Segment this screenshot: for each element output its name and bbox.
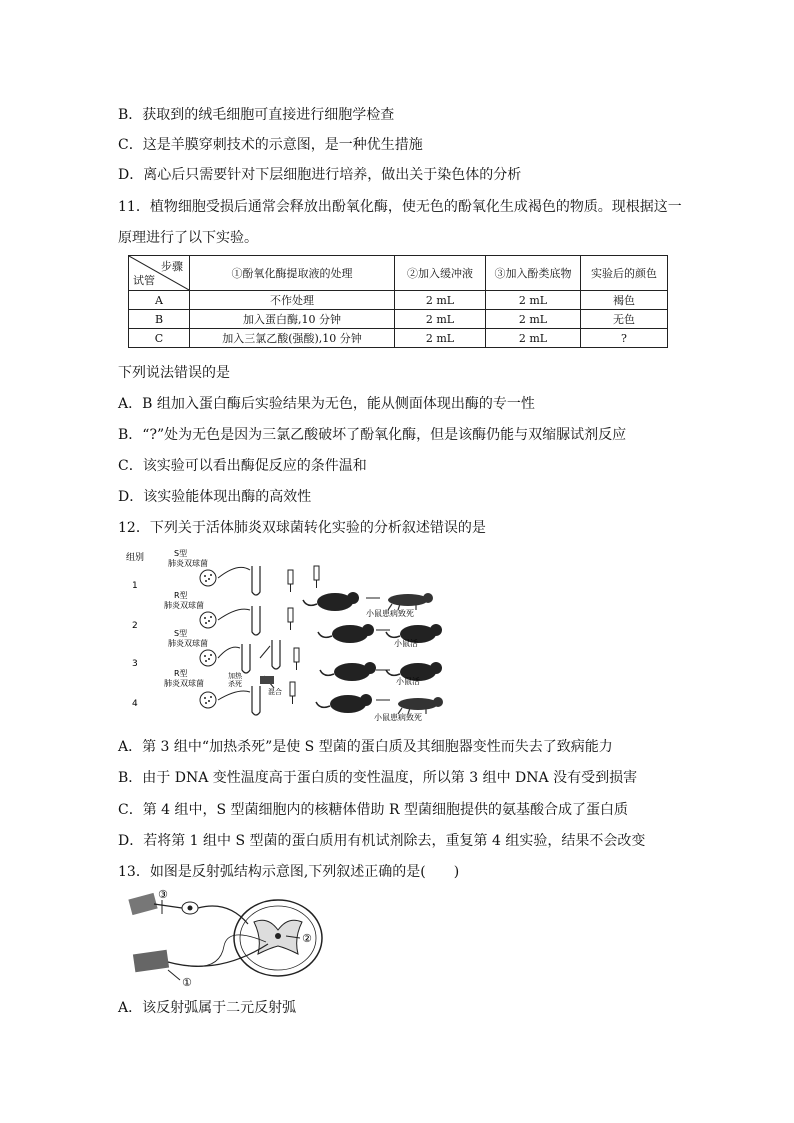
- heat-kill-label: 加热: [228, 672, 242, 680]
- label-1: ①: [182, 976, 192, 989]
- q11-prompt: 下列说法错误的是: [118, 365, 230, 381]
- table-corner-cell: [129, 256, 190, 291]
- corner-tube-label: 试管: [133, 274, 155, 287]
- s-type-label: S型: [174, 549, 188, 558]
- culture-dish-icon: [200, 692, 216, 708]
- q10-option-c: C．这是羊膜穿刺技术的示意图，是一种优生措施: [118, 137, 423, 153]
- group-header: 组别: [126, 553, 145, 563]
- table-row: [129, 310, 668, 329]
- bacteria-label: 肺炎双球菌: [164, 679, 204, 688]
- q11-stem-line1: 11．植物细胞受损后通常会释放出酚氧化酶，使无色的酚氧化生成褐色的物质。现根据这一: [118, 199, 682, 215]
- corner-step-label: 步骤: [161, 260, 183, 273]
- syringe-icon: [288, 608, 293, 630]
- table-cell: 无色: [581, 310, 668, 329]
- group-number: 4: [132, 699, 138, 709]
- header-enzyme-treatment: ①酚氧化酶提取液的处理: [190, 256, 395, 291]
- syringe-icon: [294, 648, 299, 670]
- table-cell: A: [129, 291, 190, 310]
- mouse-icon: [316, 694, 372, 713]
- table-cell: 2 mL: [486, 329, 581, 348]
- table-cell: C: [129, 329, 190, 348]
- table-row: [129, 291, 668, 310]
- mouse-icon: [320, 662, 376, 681]
- test-tube-icon: [252, 686, 260, 715]
- culture-dish-icon: [200, 650, 216, 666]
- test-tube-icon: [272, 640, 280, 669]
- header-substrate: ③加入酚类底物: [486, 256, 581, 291]
- q11-option-a: A．B 组加入蛋白酶后实验结果为无色，能从侧面体现出酶的专一性: [118, 396, 535, 412]
- q13-stem: 13．如图是反射弧结构示意图,下列叙述正确的是( ): [118, 864, 460, 880]
- dead-mouse-icon: [388, 593, 433, 610]
- dead-mouse-icon: [398, 697, 443, 714]
- reflex-arc-figure: [128, 886, 328, 994]
- test-tube-icon: [252, 606, 260, 635]
- header-result-color: 实验后的颜色: [581, 256, 668, 291]
- experiment-table: [128, 255, 668, 348]
- q10-option-b: B．获取到的绒毛细胞可直接进行细胞学检查: [118, 107, 395, 123]
- syringe-icon: [288, 570, 293, 592]
- transformation-experiment-figure: [118, 548, 458, 728]
- q11-option-d: D．该实验能体现出酶的高效性: [118, 489, 312, 505]
- heat-kill-label: 杀死: [228, 680, 242, 688]
- table-row: [129, 329, 668, 348]
- syringe-icon: [314, 566, 319, 588]
- table-header-row: [129, 256, 668, 291]
- mix-label: 混合: [268, 688, 282, 696]
- r-type-label: R型: [174, 669, 188, 678]
- table-cell: B: [129, 310, 190, 329]
- table-cell: 2 mL: [486, 310, 581, 329]
- test-tube-icon: [252, 566, 260, 595]
- mouse-icon: [318, 624, 374, 643]
- bacteria-label: 肺炎双球菌: [164, 601, 204, 610]
- q11-option-c: C．该实验可以看出酶促反应的条件温和: [118, 458, 367, 474]
- table-cell: 2 mL: [486, 291, 581, 310]
- s-type-label: S型: [174, 629, 188, 638]
- q10-option-d: D．离心后只需要针对下层细胞进行培养，做出关于染色体的分析: [118, 167, 522, 183]
- result-alive: 小鼠活: [396, 677, 420, 686]
- test-tube-icon: [242, 644, 250, 673]
- table-cell: 加入蛋白酶,10 分钟: [190, 310, 395, 329]
- culture-dish-icon: [200, 612, 216, 628]
- table-cell: 2 mL: [395, 291, 486, 310]
- table-cell: ?: [581, 329, 668, 348]
- q12-option-b: B．由于 DNA 变性温度高于蛋白质的变性温度，所以第 3 组中 DNA 没有受到损害: [118, 770, 638, 786]
- r-type-label: R型: [174, 591, 188, 600]
- bacteria-label: 肺炎双球菌: [168, 639, 208, 648]
- table-cell: 加入三氯乙酸(强酸),10 分钟: [190, 329, 395, 348]
- result-dead: 小鼠患病致死: [366, 609, 414, 618]
- q13-option-a: A．该反射弧属于二元反射弧: [118, 1000, 297, 1016]
- mouse-icon: [303, 592, 359, 611]
- q12-option-d: D．若将第 1 组中 S 型菌的蛋白质用有机试剂除去，重复第 4 组实验，结果不会改变: [118, 833, 646, 849]
- table-cell: 褐色: [581, 291, 668, 310]
- q12-stem: 12．下列关于活体肺炎双球菌转化实验的分析叙述错误的是: [118, 520, 486, 536]
- result-dead: 小鼠患病致死: [374, 713, 422, 722]
- group-number: 2: [132, 621, 138, 631]
- group-number: 3: [132, 659, 138, 669]
- q11-option-b: B．“?”处为无色是因为三氯乙酸破坏了酚氧化酶，但是该酶仍能与双缩脲试剂反应: [118, 427, 627, 443]
- culture-dish-icon: [200, 570, 216, 586]
- table-cell: 2 mL: [395, 310, 486, 329]
- label-3: ③: [158, 888, 168, 901]
- bacteria-label: 肺炎双球菌: [168, 559, 208, 568]
- q12-option-a: A．第 3 组中“加热杀死”是使 S 型菌的蛋白质及其细胞器变性而失去了致病能力: [118, 739, 613, 755]
- result-alive: 小鼠活: [394, 639, 418, 648]
- group-number: 1: [132, 581, 138, 591]
- label-2: ②: [302, 932, 312, 945]
- table-cell: 2 mL: [395, 329, 486, 348]
- header-buffer: ②加入缓冲液: [395, 256, 486, 291]
- q12-option-c: C．第 4 组中，S 型菌细胞内的核糖体借助 R 型菌细胞提供的氨基酸合成了蛋白质: [118, 802, 628, 818]
- syringe-icon: [290, 682, 295, 704]
- q11-stem-line2: 原理进行了以下实验。: [118, 230, 258, 246]
- table-cell: 不作处理: [190, 291, 395, 310]
